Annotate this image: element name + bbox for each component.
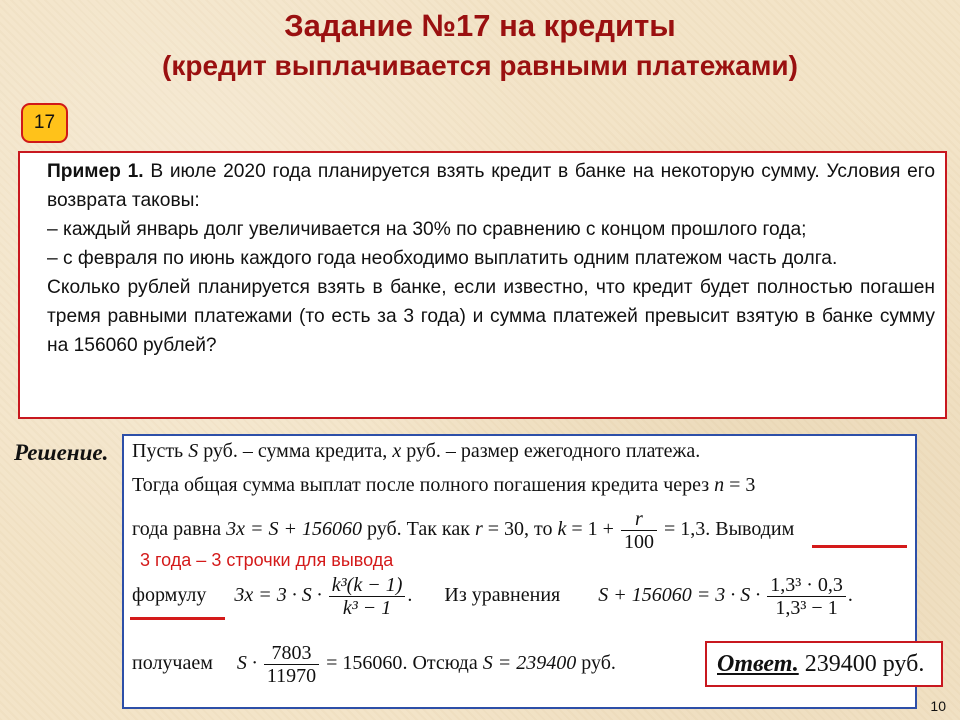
solution-label: Решение. [14, 440, 109, 465]
var-k: k [557, 518, 567, 541]
page-subtitle: (кредит выплачивается равными платежами) [162, 50, 798, 81]
problem-text-1: В июле 2020 года планируется взять кредит в банке на некоторую сумму. Условия его возврата таковы: [47, 161, 935, 211]
text: руб. Так как [361, 518, 475, 541]
fraction [767, 574, 846, 619]
solution-line-4 [132, 574, 853, 619]
text: руб. – сумма кредита, [198, 440, 393, 462]
solution-line-1 [132, 440, 700, 463]
text: . Выводим [705, 518, 795, 541]
fraction [264, 642, 319, 687]
task-number-badge: 17 [21, 103, 68, 143]
text: года равна [132, 518, 227, 541]
text: Тогда общая сумма выплат после полного погашения кредита через [132, 474, 715, 496]
text: = 1 + [566, 518, 619, 541]
text: Пусть [132, 440, 189, 462]
text: = 3 [724, 474, 756, 496]
text: . Отсюда [402, 652, 483, 675]
text: . [847, 584, 853, 607]
var-r: r [474, 518, 483, 541]
fraction [621, 508, 657, 553]
denominator: 100 [623, 531, 654, 553]
text: , то [524, 518, 558, 541]
answer-box [705, 641, 943, 687]
denominator: k³ − 1 [342, 597, 392, 619]
denominator: 11970 [266, 665, 317, 687]
problem-paragraph-4: Сколько рублей планируется взять в банке, если известно, что кредит будет полностью погашен тремя равными платежами (то есть за 3 года) и сумма платежей превысит взятую в банке сумму на 156060 рублей? [47, 277, 935, 356]
var-x: x [392, 440, 402, 462]
answer-value: 239400 руб. [798, 651, 925, 677]
denominator: 1,3³ − 1 [775, 597, 838, 619]
text: = 156060 [321, 652, 403, 675]
solution-line-5 [132, 642, 616, 687]
page-title: Задание №17 на кредиты [284, 8, 676, 43]
text: формулу [132, 584, 207, 607]
text: . [407, 584, 413, 607]
slide-number: 10 [930, 698, 946, 714]
result: S = 239400 [482, 652, 577, 675]
text: Из уравнения [444, 584, 561, 607]
equation: 3x = S + 156060 [226, 518, 362, 541]
numerator: k³(k − 1) [329, 574, 406, 597]
equation: S + 156060 = 3 · S · [598, 584, 766, 607]
problem-paragraph-2: – каждый январь долг увеличивается на 30% по сравнению с концом прошлого года; [47, 219, 807, 240]
answer-label: Ответ. [717, 651, 799, 677]
example-label: Пример 1. [47, 161, 144, 182]
solution-line-3 [132, 508, 794, 553]
solution-line-2 [132, 474, 755, 497]
red-annotation: 3 года – 3 строчки для вывода [140, 550, 394, 570]
text: руб. [576, 652, 616, 675]
red-underline-vyvodim [812, 545, 907, 548]
var-n: n [714, 474, 725, 496]
text: = 1,3 [658, 518, 706, 541]
numerator: 7803 [264, 642, 319, 665]
equation: 3x = 3 · S · [234, 584, 327, 607]
var-s: S [188, 440, 199, 462]
problem-statement-box [18, 151, 947, 419]
text: получаем [132, 652, 213, 675]
text: = 30 [482, 518, 525, 541]
fraction [329, 574, 406, 619]
problem-paragraph-3: – с февраля по июнь каждого года необходимо выплатить одним платежом часть долга. [47, 248, 838, 269]
numerator: 1,3³ · 0,3 [767, 574, 846, 597]
red-underline-formulu [130, 617, 225, 620]
numerator: r [621, 508, 657, 531]
equation: S · [236, 652, 262, 675]
text: руб. – размер ежегодного платежа. [401, 440, 701, 462]
problem-paragraph-1 [47, 157, 935, 215]
